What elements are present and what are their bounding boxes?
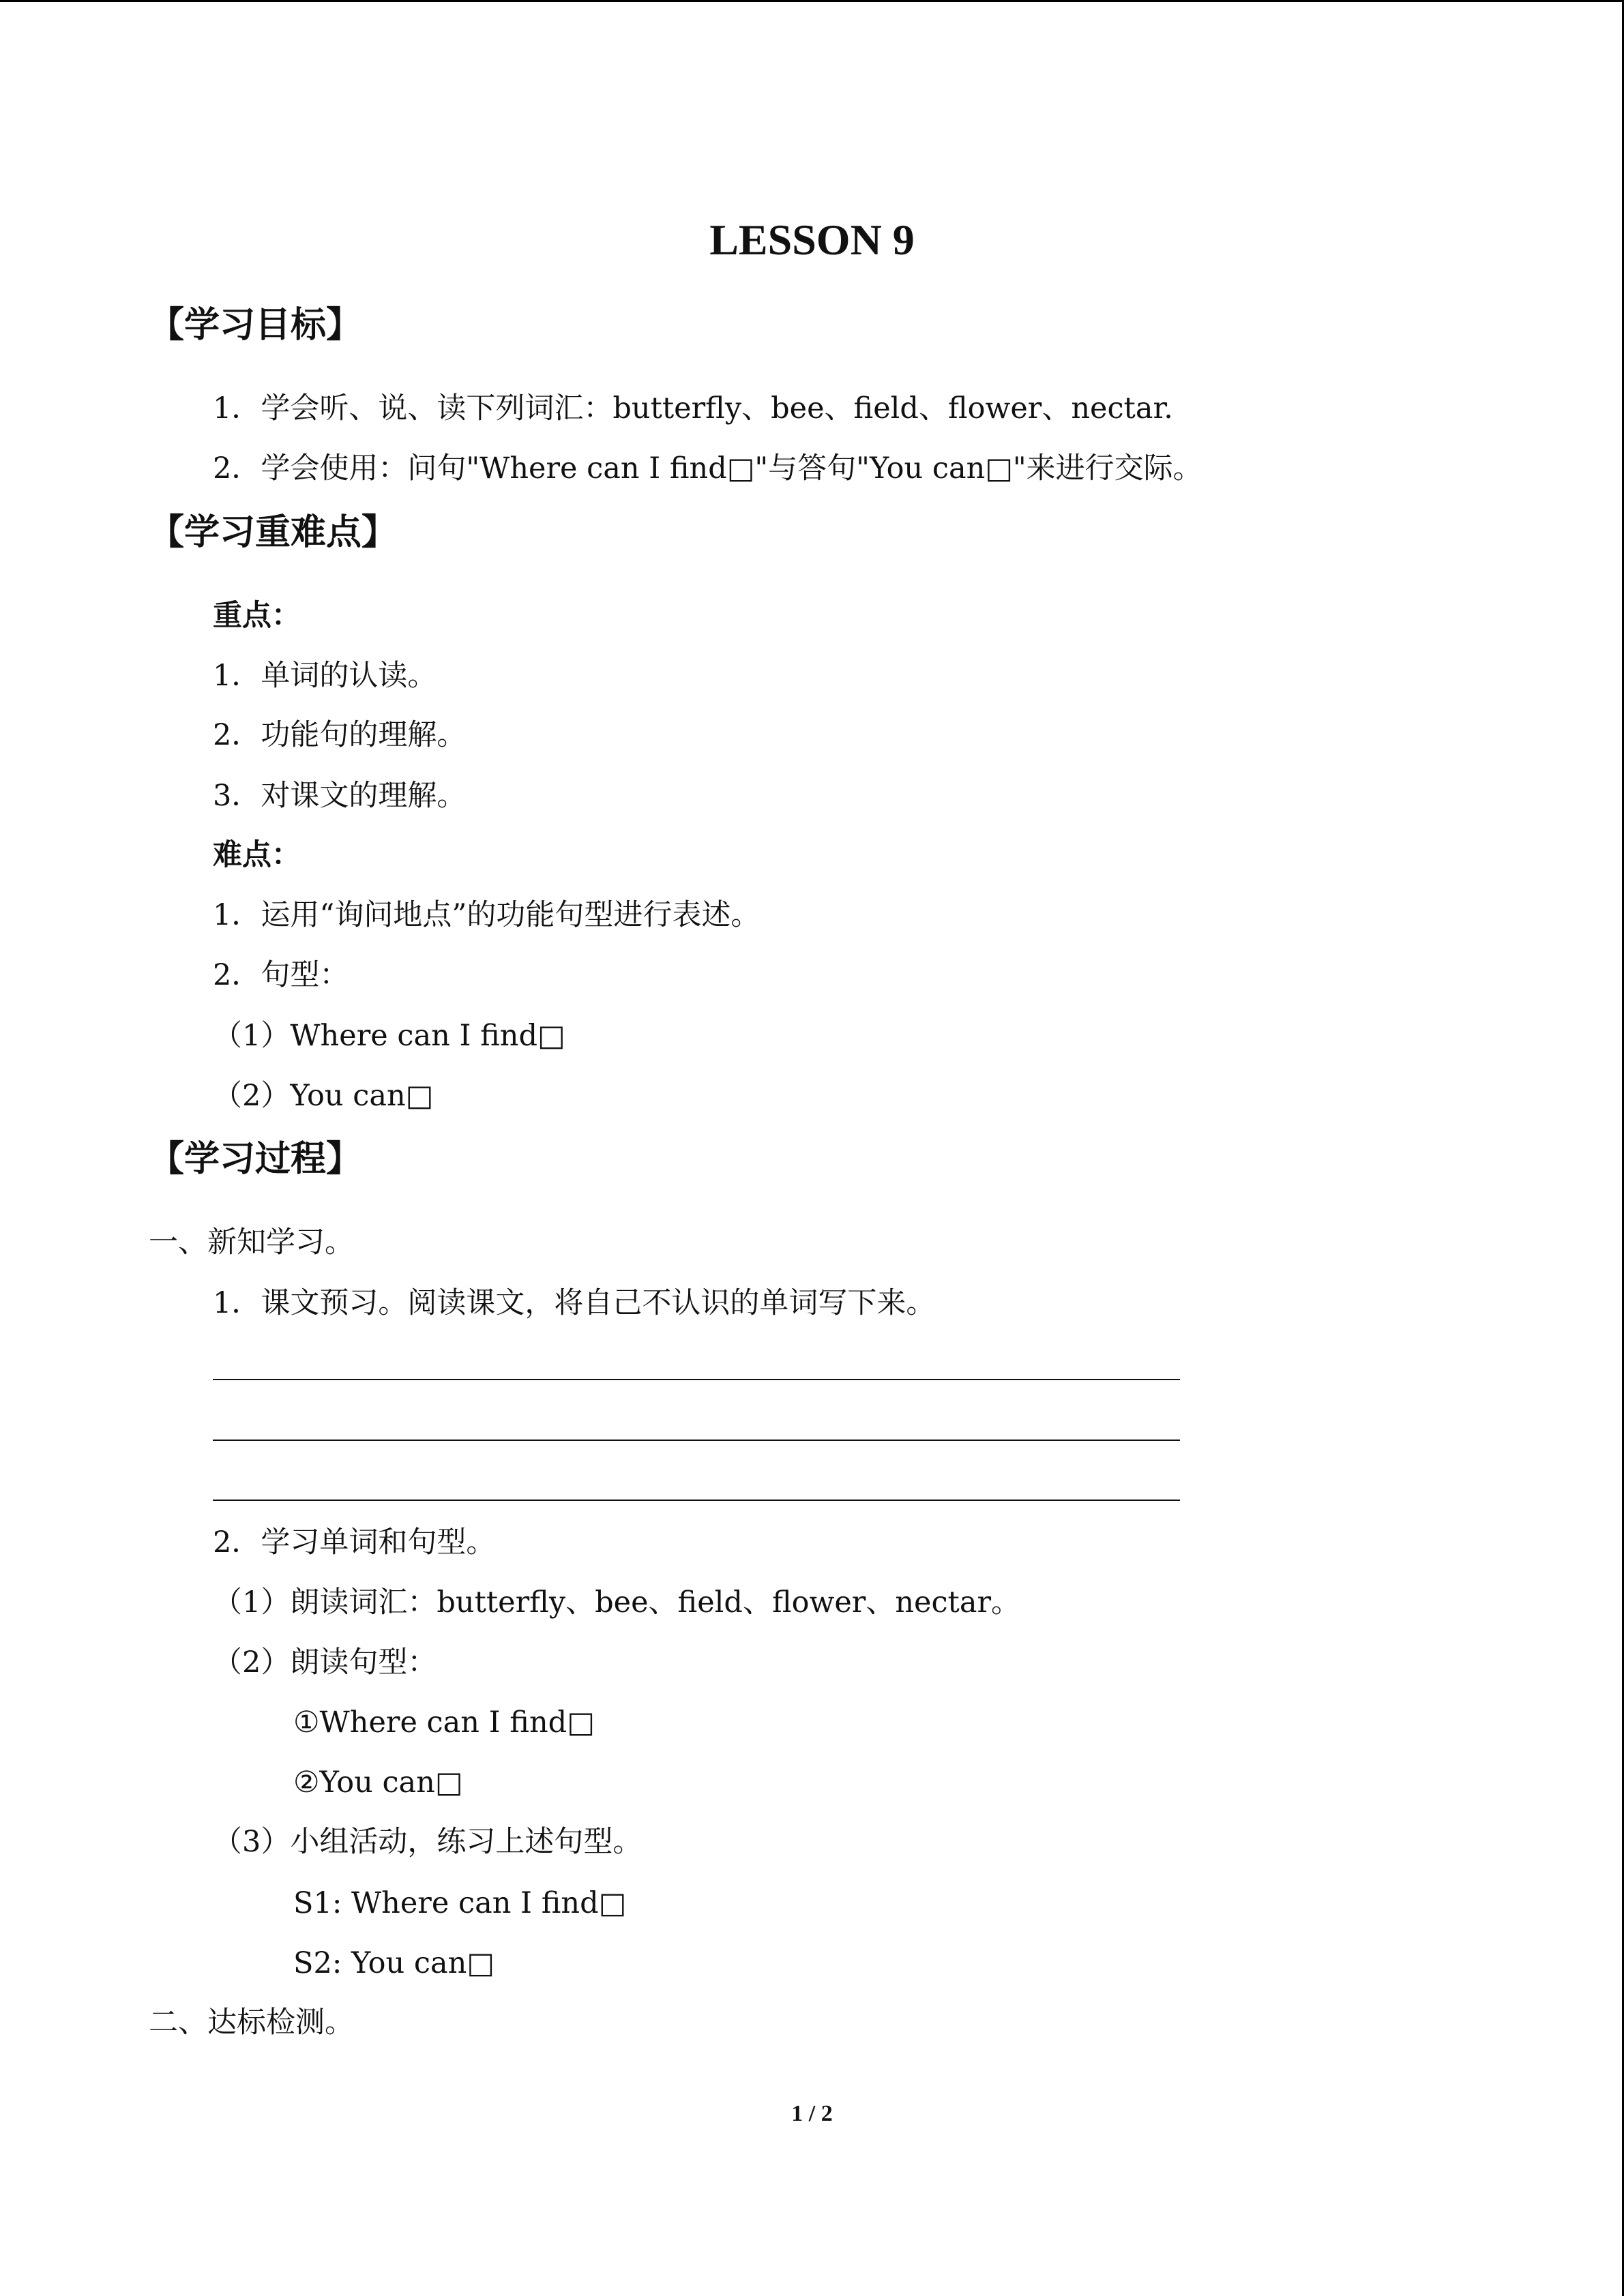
step2-item-5: （3）小组活动，练习上述句型。 <box>213 1825 643 1859</box>
step2-text: 2．学习单词和句型。 <box>213 1525 496 1560</box>
part1-title: 一、新知学习。 <box>149 1225 354 1259</box>
heading-process: 【学习过程】 <box>149 1139 362 1180</box>
key-item-3: 3．对课文的理解。 <box>213 779 467 813</box>
difficult-item-1: 1．运用“询问地点”的功能句型进行表述。 <box>213 898 761 932</box>
answer-line-1 <box>213 1379 1180 1380</box>
page-title: LESSON 9 <box>709 215 915 264</box>
difficult-item-2: 2．句型： <box>213 958 349 992</box>
step2-item-3: ①Where can I find□ <box>293 1705 595 1740</box>
heading-key-points: 【学习重难点】 <box>149 512 398 553</box>
difficult-item-4: （2）You can□ <box>213 1079 434 1113</box>
answer-line-3 <box>213 1500 1180 1501</box>
step2-item-1: （1）朗读词汇：butterfly、bee、field、flower、nectar。 <box>213 1585 1021 1620</box>
page-number: 1 / 2 <box>791 2101 833 2126</box>
objective-item-2: 2．学会使用：问句"Where can I find□"与答句"You can□"来进行交际。 <box>213 451 1202 486</box>
step2-item-6: S1: Where can I find□ <box>293 1886 627 1920</box>
answer-line-2 <box>213 1440 1180 1441</box>
step2-item-7: S2: You can□ <box>293 1946 494 1980</box>
difficult-label: 难点： <box>213 838 301 872</box>
step1-text: 1．课文预习。阅读课文，将自己不认识的单词写下来。 <box>213 1286 936 1320</box>
step2-item-2: （2）朗读句型： <box>213 1645 437 1680</box>
part2-title: 二、达标检测。 <box>149 2006 354 2040</box>
step2-item-4: ②You can□ <box>293 1765 463 1800</box>
heading-objectives: 【学习目标】 <box>149 305 362 346</box>
key-item-1: 1．单词的认读。 <box>213 659 437 693</box>
key-label: 重点： <box>213 599 301 633</box>
top-border-rule <box>0 0 1624 2</box>
objective-item-1: 1．学会听、说、读下列词汇：butterfly、bee、field、flower、nectar. <box>213 391 1173 426</box>
difficult-item-3: （1）Where can I find□ <box>213 1019 565 1053</box>
key-item-2: 2．功能句的理解。 <box>213 718 467 752</box>
